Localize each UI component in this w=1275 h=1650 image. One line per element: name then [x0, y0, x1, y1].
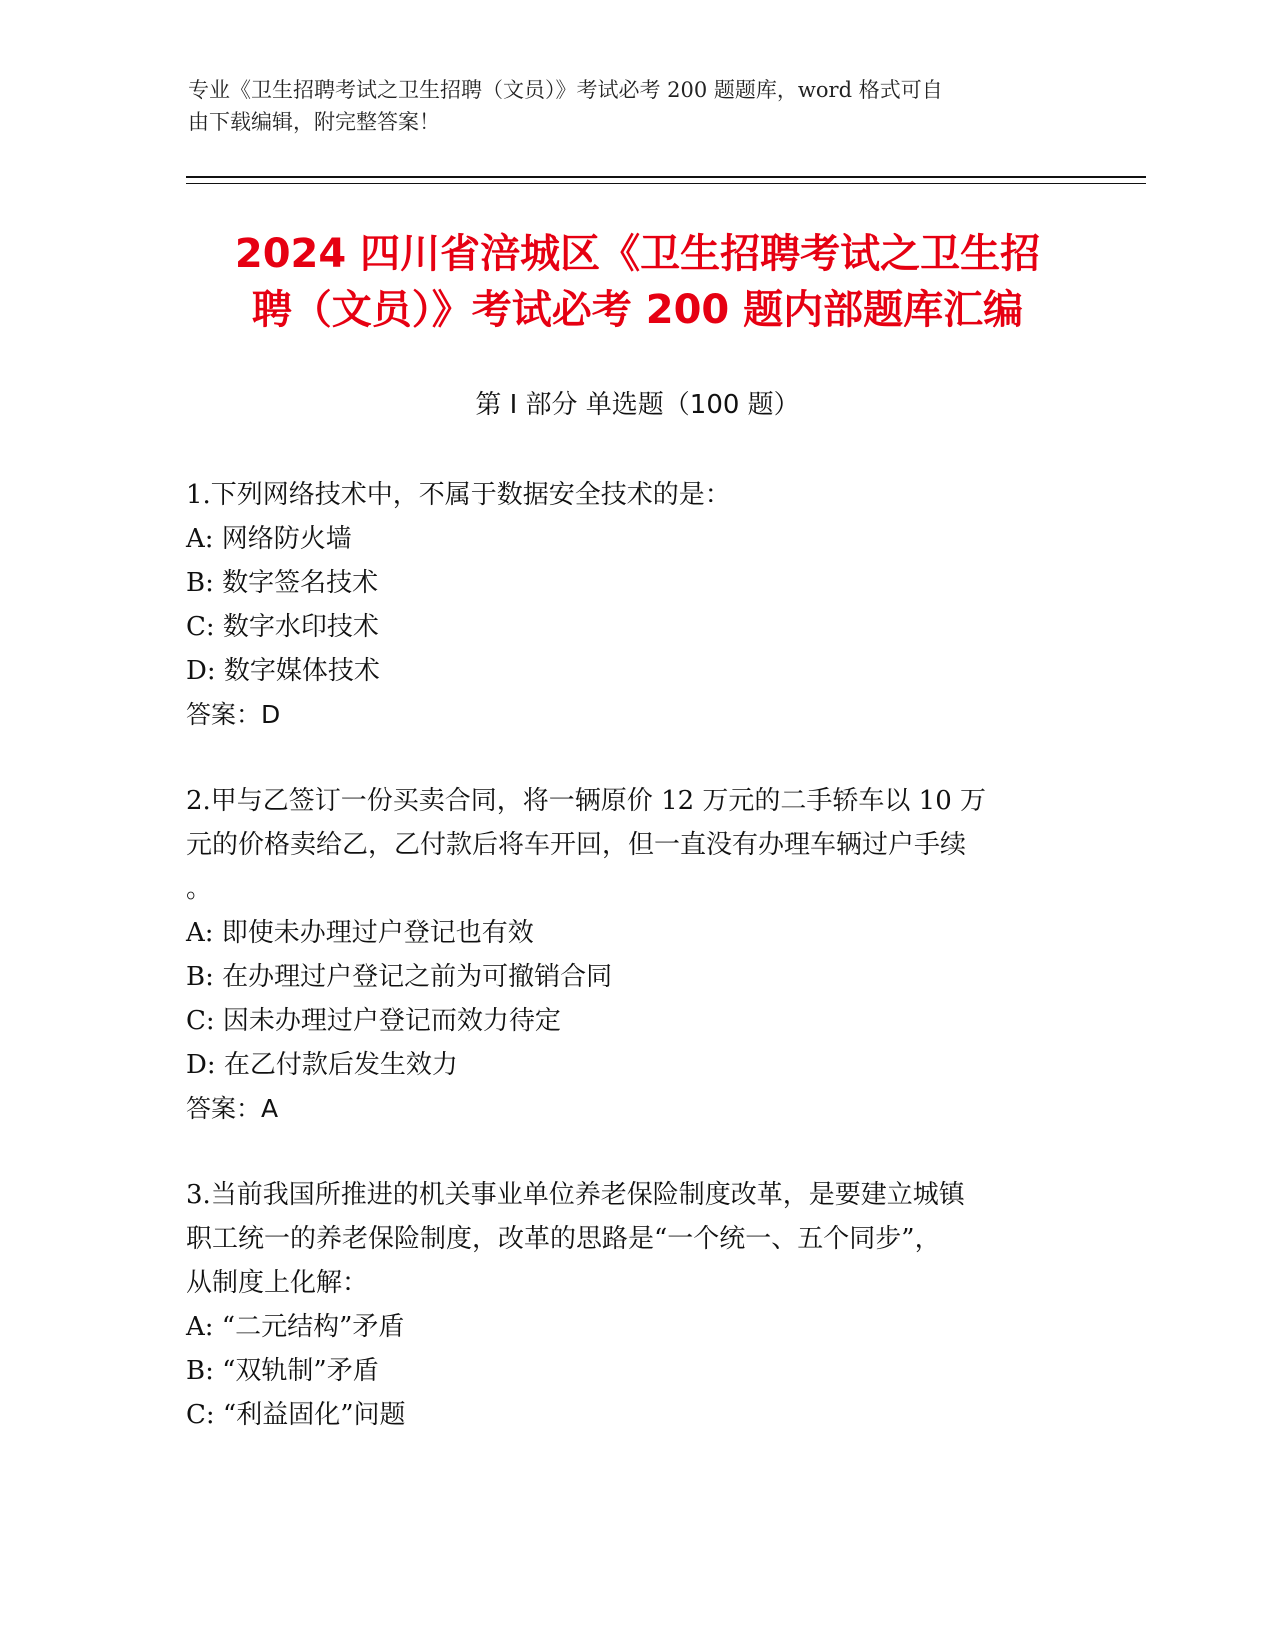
question-stem: 2.甲与乙签订一份买卖合同，将一辆原价 12 万元的二手轿车以 10 万	[186, 786, 987, 816]
answer-option: A: 即使未办理过户登记也有效	[186, 918, 534, 948]
section-title: 第 I 部分 单选题（100 题）	[475, 390, 800, 420]
question-stem: 从制度上化解：	[186, 1268, 369, 1298]
answer-option: C: “利益固化”问题	[186, 1400, 406, 1430]
answer-option: D: 数字媒体技术	[186, 656, 380, 686]
answer-option: C: 因未办理过户登记而效力待定	[186, 1006, 561, 1036]
header-note-line: 专业《卫生招聘考试之卫生招聘（文员）》考试必考 200 题题库，word 格式可自	[188, 78, 943, 102]
answer-option: C: 数字水印技术	[186, 612, 379, 642]
answer-key: 答案：D	[186, 700, 281, 729]
question-stem: 。	[186, 874, 213, 904]
document-title	[140, 226, 1135, 338]
question-stem: 元的价格卖给乙，乙付款后将车开回，但一直没有办理车辆过户手续	[186, 830, 967, 860]
document-title-line: 聘（文员）》考试必考 200 题内部题库汇编	[251, 287, 1024, 333]
question-stem: 1.下列网络技术中，不属于数据安全技术的是：	[186, 480, 731, 510]
answer-option: D: 在乙付款后发生效力	[186, 1050, 458, 1080]
answer-option: B: 数字签名技术	[186, 568, 379, 598]
answer-option: A: 网络防火墙	[186, 524, 352, 554]
answer-option: A: “二元结构”矛盾	[186, 1312, 405, 1342]
answer-option: B: 在办理过户登记之前为可撤销合同	[186, 962, 613, 992]
document-title-line: 2024 四川省涪城区《卫生招聘考试之卫生招	[234, 231, 1041, 277]
question-stem: 3.当前我国所推进的机关事业单位养老保险制度改革，是要建立城镇	[186, 1180, 965, 1210]
header-rule-thin	[186, 183, 1146, 184]
header-rule	[186, 176, 1146, 178]
answer-key: 答案：A	[186, 1094, 279, 1123]
answer-option: B: “双轨制”矛盾	[186, 1356, 379, 1386]
question-stem: 职工统一的养老保险制度，改革的思路是“一个统一、五个同步”，	[186, 1224, 941, 1254]
header-note-line: 由下载编辑，附完整答案！	[188, 110, 440, 134]
header-note	[188, 74, 1068, 138]
